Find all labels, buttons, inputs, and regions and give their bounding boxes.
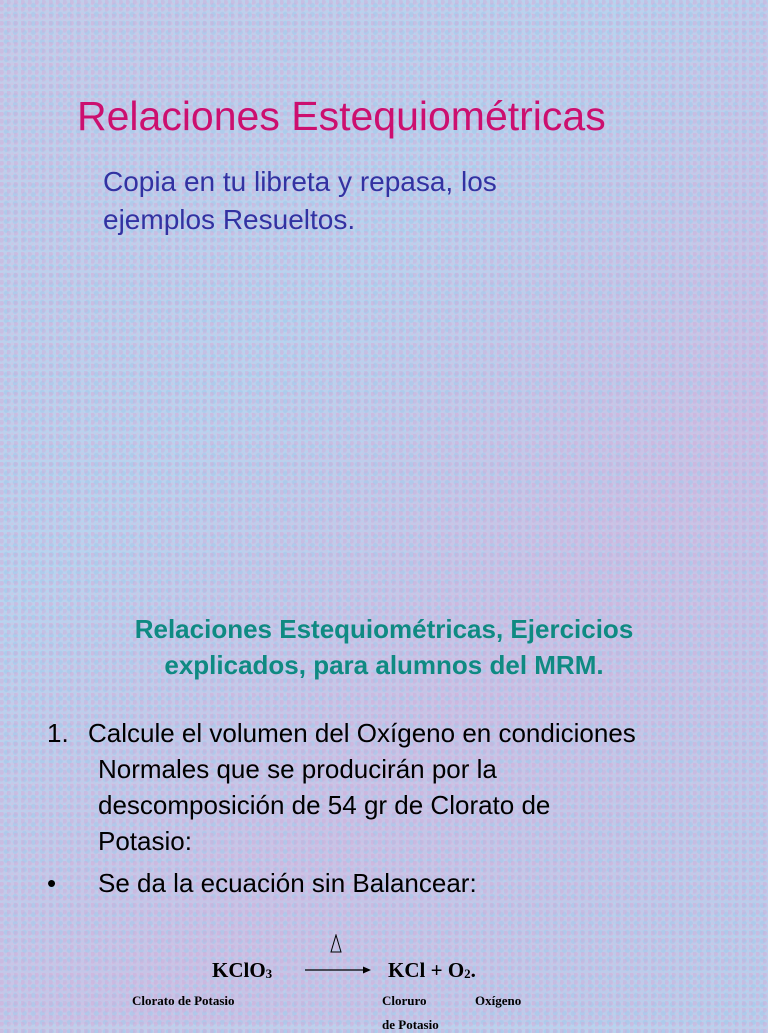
bullet-text: Se da la ecuación sin Balancear: xyxy=(98,868,477,898)
bullet-item xyxy=(47,865,477,901)
plus-sign: + xyxy=(430,958,443,982)
reactant-subscript: 3 xyxy=(265,966,273,981)
equation-reactant xyxy=(212,958,272,983)
slide-2 xyxy=(0,512,768,1032)
item-line-4: Potasio: xyxy=(98,826,192,856)
product-2-name: Oxígeno xyxy=(475,993,522,1008)
product-2-subscript: 2 xyxy=(464,966,471,981)
equation-period: . xyxy=(470,958,476,982)
reactant-name: Clorato de Potasio xyxy=(132,993,235,1008)
slide-2-title xyxy=(0,611,768,683)
item-number: 1. xyxy=(47,718,69,748)
product-1-formula: KCl xyxy=(388,958,426,982)
title-line-1: Relaciones Estequiométricas, Ejercicios xyxy=(134,614,634,644)
reactant-formula: KClO xyxy=(212,958,266,982)
subtitle-line-2: ejemplos Resueltos. xyxy=(103,204,356,235)
product-2-formula: O xyxy=(447,958,465,982)
subtitle-line-1: Copia en tu libreta y repasa, los xyxy=(103,166,497,197)
reaction-arrow-icon xyxy=(305,964,371,976)
title-line-2: explicados, para alumnos del MRM. xyxy=(164,650,604,680)
heat-triangle-icon xyxy=(330,934,342,954)
equation-products xyxy=(388,958,476,983)
item-line-1: Calcule el volumen del Oxígeno en condiciones xyxy=(88,718,636,748)
product-1-name: Cloruro xyxy=(382,993,427,1008)
slide-1-subtitle xyxy=(103,163,497,239)
slide-1 xyxy=(0,0,768,512)
item-line-2: Normales que se producirán por la xyxy=(98,754,497,784)
bullet-symbol: • xyxy=(47,868,57,898)
slide-1-title: Relaciones Estequiométricas xyxy=(77,93,606,139)
exercise-item xyxy=(47,715,747,859)
product-1-name-cont: de Potasio xyxy=(382,1017,439,1032)
item-line-3: descomposición de 54 gr de Clorato de xyxy=(98,790,551,820)
